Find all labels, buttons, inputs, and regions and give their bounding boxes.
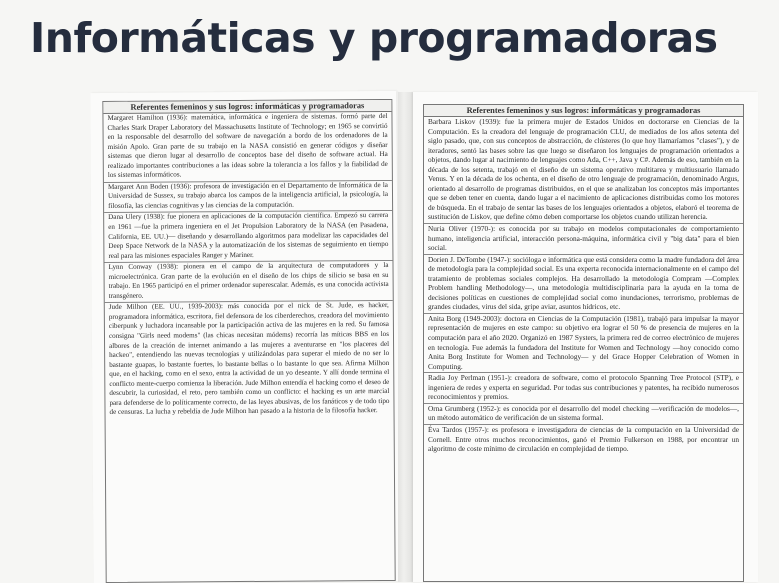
entry-oliver: Nuria Oliver (1970-): es conocida por su trabajo en modelos computacionales de comportamiento humano, inteligencia artificial, interacción persona-máquina, informática civil y "big data" para el bien social. — [424, 224, 743, 255]
entry-borg: Anita Borg (1949-2003): doctora en Ciencias de la Computación (1981), trabajó para impulsar la mayor representación de mujeres en este campo: su objetivo era lograr el 50 % de presencia de mujeres en la computación para el año 2020. Organizó en 1987 Systers, la primera red de correo electrónico de mujeres en tecnología. Fue además la fundadora del Institute for Women and Technology —hoy conocido como Anita Borg Institute for Women and Technology— y del Grace Hopper Celebration of Women in Computing. — [424, 314, 743, 373]
left-table-header: Referentes femeninos y sus logros: informáticas y programadoras — [103, 100, 391, 114]
entry-detombe: Dorien J. DeTombe (1947-): socióloga e informática que está considera como la madre fundadora del área de metodología para la complejidad social. Es una experta reconocida internacionalmente en el campo del tratamiento de problemas sociales complejos. Ha desarrollado la metodología Compram —Complex Problem handling Methodology—, una metodología multidisciplinaria para la ayuda en la toma de decisiones políticas en cuestiones de complejidad social como inundaciones, terrorismo, problemas de grandes ciudades, virus del sida, gripe aviar, asuntos hídricos, etc. — [424, 255, 743, 314]
entry-hamilton: Margaret Hamilton (1936): matemática, informática e ingeniera de sistemas. formó parte del Charles Stark Draper Laboratory del Massachusetts Institute of Technology; en 1965 se convirtió en la responsable del desarrollo del software de navegación a bordo de los ordenadores de la misión Apolo. Gran parte de su trabajo en la NASA consistió en generar códigos y diseñar sistemas que dieron lugar al desarrollo de conceptos base del diseño de software actual. Ha realizado importantes contribuciones a las ideas sobre la tolerancia a los fallos y la fiabilidad de los sistemas informáticos. — [103, 112, 391, 183]
right-table-header: Referentes femeninos y sus logros: informáticas y programadoras — [424, 105, 743, 117]
entry-perlman: Radia Joy Perlman (1951-): creadora de software, como el protocolo Spanning Tree Protocol (STP), e ingeniera de redes y experta en seguridad. Por todas sus contribuciones y patentes, ha recibido numerosos reconocimientos y premios. — [424, 373, 743, 404]
entry-conway: Lynn Conway (1938): pionera en el campo de la arquitectura de computadores y la microelectrónica. Gran parte de la evolución en el diseño de los chips de silicio se basa en su trabajo. En 1965 participó en el primer ordenador superescalar. Además, es una conocida activista transgénero. — [104, 261, 392, 303]
slide-title: Informáticas y programadoras — [30, 14, 718, 62]
left-page — [90, 91, 399, 583]
entry-grumberg: Orna Grumberg (1952-): es conocida por el desarrollo del model checking —verificación de modelos—, un método automático de verificación de un sistema formal. — [424, 404, 743, 425]
scanned-book-spread — [0, 92, 779, 582]
entry-milhon: Jude Milhon (EE. UU., 1939-2003): más conocida por el nick de St. Jude, es hacker, programadora informática, escritora, fiel defensora de los ciberderechos, creadora del movimiento ciberpunk y luchadora incansable por la participación activa de las mujeres en la red. Su famosa consigna "Girls need modems" (las chicas necesitan módems) recorría las míticas BBS en los albores de la creación de internet animando a las mujeres a aventurarse en "los placeres del hackeo", entendiendo las nuevas tecnologías y utilizándolas para superar el miedo de no ser lo bastante guapas, lo bastante fuertes, lo bastante bellas o lo bastante lo que sea. Afirma Milhon que, en el hacking, como en el sexo, entra la actividad de un yo deseante. Y allí donde termina el conflicto mente-cuerpo comienza la liberación. Jude Milhon entendía el hacking como el deseo de descubrir, la curiosidad, el reto, pero también como un conflicto: el hacking es un arte marcial para defenderse de lo políticamente correcto, de las leyes abusivas, de los fanáticos y de todo tipo de censuras. La lucha y rebeldía de Jude Milhon han pasado a la historia de la filosofía hacker. — [108, 301, 390, 417]
entry-tardos: Éva Tardos (1957-): es profesora e investigadora de ciencias de la computación en la Universidad de Cornell. Entre otros muchos reconocimientos, ganó el Premio Fulkerson en 1988, por encontrar un algoritmo de coste mínimo de circulación en complejidad de tiempo. — [428, 424, 739, 454]
left-table — [102, 99, 395, 583]
entry-boden: Margaret Ann Boden (1936): profesora de investigación en el Departamento de Informática de la Universidad de Sussex, su trabajo abarca los campos de la inteligencia artificial, la psicología, la filosofía, las ciencias cognitivas y las ciencias de la computación. — [104, 181, 392, 214]
right-table — [423, 104, 744, 582]
entry-ulery: Dana Ulery (1938): fue pionera en aplicaciones de la computación científica. Empezó su carrera en 1961 —fue la primera ingeniera en el Jet Propulsion Laboratory de la NASA (en Pasadena, California, EE. UU.)— diseñando y desarrollando algoritmos para modelizar las capacidades del Deep Space Network de la NASA y la automatización de los sistemas de seguimiento en tiempo real para las misiones espaciales Ranger y Mariner. — [104, 211, 392, 263]
entry-liskov: Barbara Liskov (1939): fue la primera mujer de Estados Unidos en doctorarse en Ciencias de la Computación. Es la creadora del lenguaje de programación CLU, de mediados de los años setenta del siglo pasado, que, con sus conceptos de abstracción, de clústeres (lo que hoy llamaríamos "clases"), y de iteradores, sentó las bases sobre las que luego se diseñaron los lenguajes de programación orientados a objetos, dando lugar al nacimiento de lenguajes como Ada, C++, Java y C#. Además de eso, también en la década de los setenta, trabajó en el diseño de un sistema operativo multitarea y multiusuario llamado Venus. Y en la década de los ochenta, en el diseño de otro lenguaje de programación, denominado Argus, orientado al desarrollo de programas distribuidos, en el que se analizaban los conceptos más importantes que se deben tener en cuenta, dando lugar a el nacimiento de aplicaciones distribuidas como los motores de búsqueda. En el trabajo de sentar las bases de los lenguajes orientados a objetos, elaboró el teorema de sustitución de Liskov, que define cómo deben comportarse los objetos cuando utilizan herencia. — [424, 117, 743, 224]
book-gutter — [398, 92, 413, 582]
right-page — [413, 92, 758, 582]
